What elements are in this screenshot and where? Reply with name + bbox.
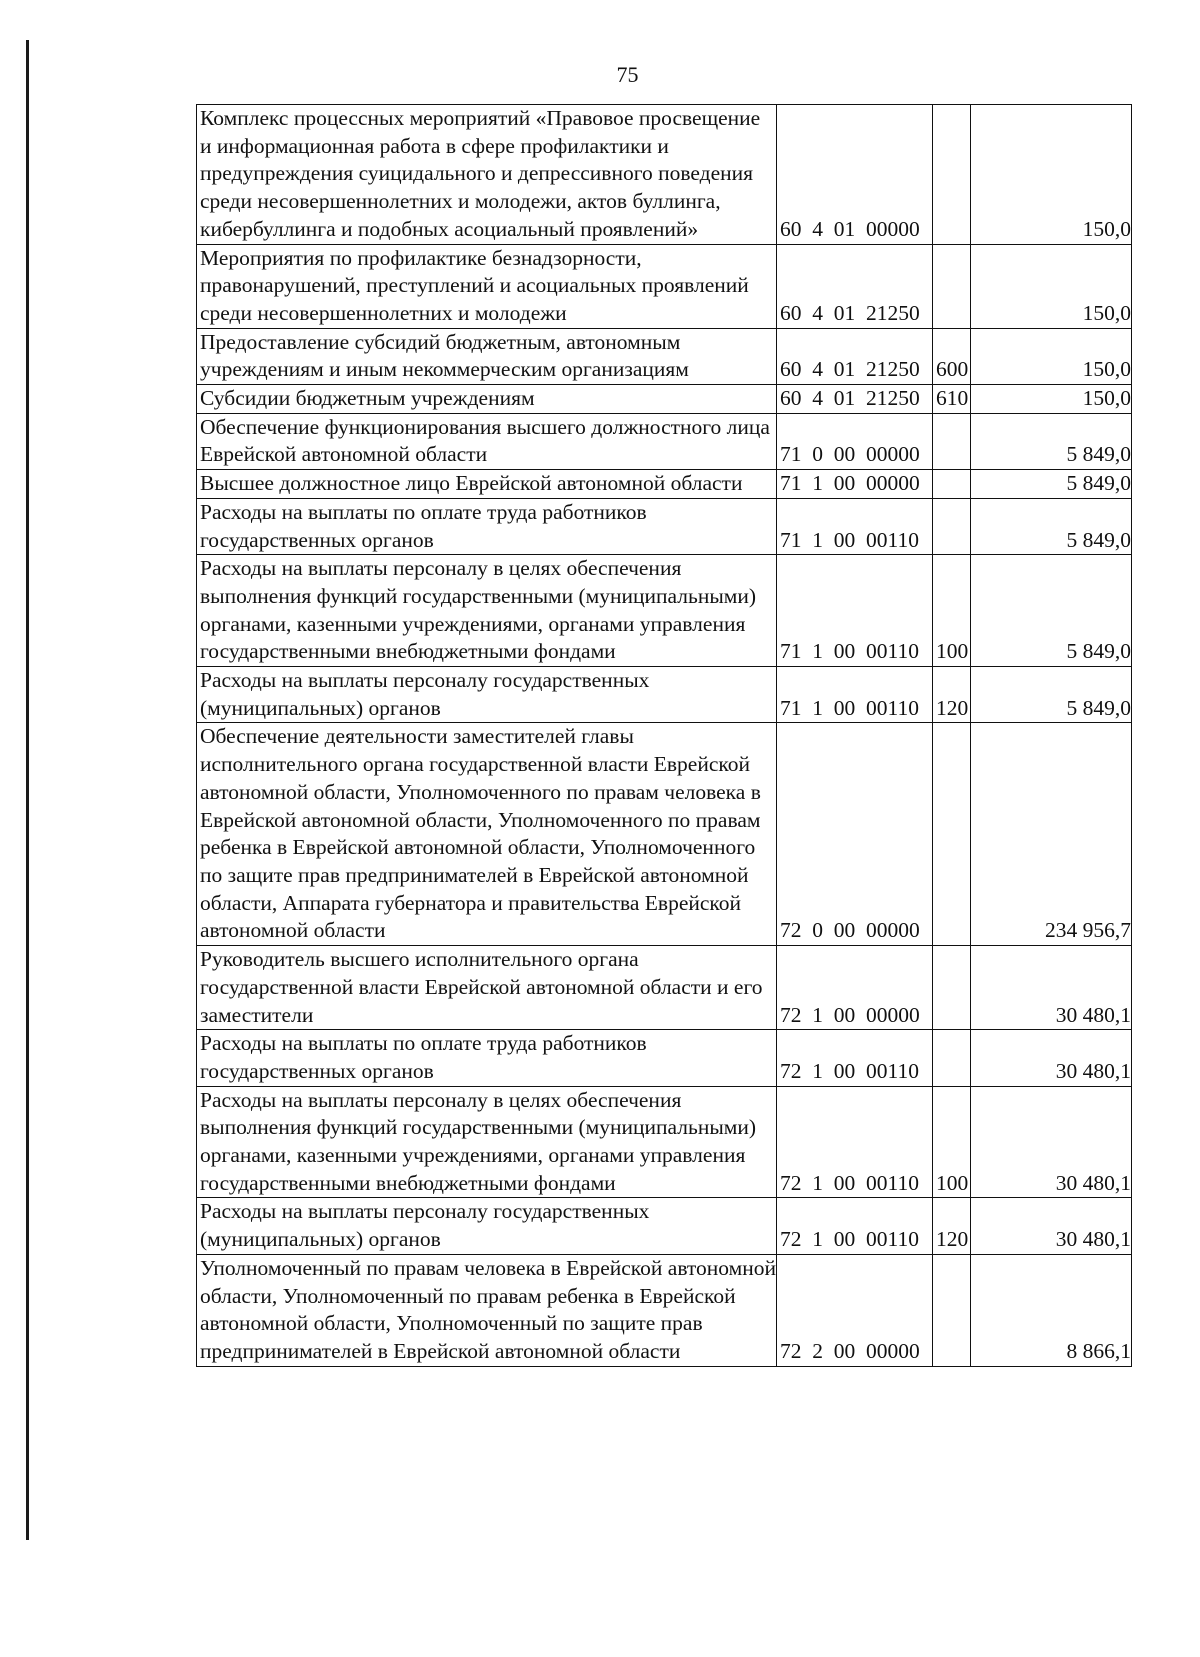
expense-name-cell: Мероприятия по профилактике безнадзорности, правонарушений, преступлений и асоциальных проявлений среди несовершеннолетних и молодежи (197, 244, 777, 328)
expense-type-code-cell: 120 (933, 667, 971, 723)
expense-type-code-cell (933, 105, 971, 245)
expense-type-code-cell: 120 (933, 1198, 971, 1254)
target-article-code-cell: 72 1 00 00000 (777, 946, 933, 1030)
expense-name-cell: Комплекс процессных мероприятий «Правовое просвещение и информационная работа в сфере профилактики и предупреждения суицидального и депрессивного поведения среди несовершеннолетних и молодежи, актов буллинга, кибербуллинга и подобных асоциальный проявлений» (197, 105, 777, 245)
expense-name-cell: Субсидии бюджетным учреждениям (197, 385, 777, 414)
expense-type-code-cell (933, 1254, 971, 1366)
amount-cell: 30 480,1 (971, 1030, 1132, 1086)
expense-name-cell: Расходы на выплаты персоналу государственных (муниципальных) органов (197, 1198, 777, 1254)
target-article-code-cell: 72 1 00 00110 (777, 1030, 933, 1086)
amount-cell: 150,0 (971, 328, 1132, 384)
scan-edge-line (26, 40, 29, 1540)
table-row (197, 946, 1132, 1030)
budget-table-body (197, 105, 1132, 1367)
target-article-code-cell: 60 4 01 21250 (777, 385, 933, 414)
table-row (197, 413, 1132, 469)
expense-type-code-cell: 100 (933, 555, 971, 667)
amount-cell: 30 480,1 (971, 1198, 1132, 1254)
expense-name-cell: Обеспечение деятельности заместителей главы исполнительного органа государственной власти Еврейской автономной области, Уполномоченного по правам человека в Еврейской автономной области, Уполномоченного по правам ребенка в Еврейской автономной области, Уполномоченного по защите прав предпринимателей в Еврейской автономной области, Аппарата губернатора и правительства Еврейской автономной области (197, 723, 777, 946)
target-article-code-cell: 72 2 00 00000 (777, 1254, 933, 1366)
expense-type-code-cell (933, 946, 971, 1030)
expense-type-code-cell: 100 (933, 1086, 971, 1198)
amount-cell: 30 480,1 (971, 946, 1132, 1030)
expense-type-code-cell (933, 1030, 971, 1086)
table-row (197, 105, 1132, 245)
target-article-code-cell: 60 4 01 21250 (777, 244, 933, 328)
table-row (197, 1030, 1132, 1086)
expense-type-code-cell (933, 498, 971, 554)
table-row (197, 498, 1132, 554)
expense-type-code-cell: 610 (933, 385, 971, 414)
target-article-code-cell: 72 1 00 00110 (777, 1198, 933, 1254)
table-row (197, 555, 1132, 667)
table-row (197, 328, 1132, 384)
target-article-code-cell: 71 0 00 00000 (777, 413, 933, 469)
amount-cell: 234 956,7 (971, 723, 1132, 946)
amount-cell: 5 849,0 (971, 470, 1132, 499)
target-article-code-cell: 72 1 00 00110 (777, 1086, 933, 1198)
expense-type-code-cell (933, 244, 971, 328)
expense-name-cell: Руководитель высшего исполнительного органа государственной власти Еврейской автономной области и его заместители (197, 946, 777, 1030)
budget-table (196, 104, 1132, 1367)
table-row (197, 385, 1132, 414)
target-article-code-cell: 71 1 00 00110 (777, 555, 933, 667)
amount-cell: 150,0 (971, 385, 1132, 414)
table-row (197, 470, 1132, 499)
target-article-code-cell: 60 4 01 21250 (777, 328, 933, 384)
table-row (197, 244, 1132, 328)
amount-cell: 30 480,1 (971, 1086, 1132, 1198)
amount-cell: 8 866,1 (971, 1254, 1132, 1366)
table-row (197, 667, 1132, 723)
table-row (197, 1086, 1132, 1198)
page-number: 75 (616, 62, 639, 87)
table-row (197, 723, 1132, 946)
amount-cell: 5 849,0 (971, 413, 1132, 469)
target-article-code-cell: 71 1 00 00110 (777, 667, 933, 723)
expense-name-cell: Расходы на выплаты по оплате труда работников государственных органов (197, 1030, 777, 1086)
expense-name-cell: Расходы на выплаты персоналу в целях обеспечения выполнения функций государственными (муниципальными) органами, казенными учреждениями, органами управления государственными внебюджетными фондами (197, 555, 777, 667)
amount-cell: 150,0 (971, 244, 1132, 328)
target-article-code-cell: 60 4 01 00000 (777, 105, 933, 245)
expense-name-cell: Предоставление субсидий бюджетным, автономным учреждениям и иным некоммерческим организациям (197, 328, 777, 384)
expense-name-cell: Уполномоченный по правам человека в Еврейской автономной области, Уполномоченный по правам ребенка в Еврейской автономной области, Уполномоченный по защите прав предпринимателей в Еврейской автономной области (197, 1254, 777, 1366)
expense-name-cell: Расходы на выплаты персоналу в целях обеспечения выполнения функций государственными (муниципальными) органами, казенными учреждениями, органами управления государственными внебюджетными фондами (197, 1086, 777, 1198)
expense-name-cell: Расходы на выплаты персоналу государственных (муниципальных) органов (197, 667, 777, 723)
expense-name-cell: Высшее должностное лицо Еврейской автономной области (197, 470, 777, 499)
amount-cell: 5 849,0 (971, 498, 1132, 554)
expense-type-code-cell (933, 470, 971, 499)
table-row (197, 1254, 1132, 1366)
expense-name-cell: Обеспечение функционирования высшего должностного лица Еврейской автономной области (197, 413, 777, 469)
amount-cell: 5 849,0 (971, 555, 1132, 667)
expense-type-code-cell (933, 723, 971, 946)
target-article-code-cell: 71 1 00 00000 (777, 470, 933, 499)
expense-type-code-cell (933, 413, 971, 469)
table-row (197, 1198, 1132, 1254)
amount-cell: 5 849,0 (971, 667, 1132, 723)
expense-name-cell: Расходы на выплаты по оплате труда работников государственных органов (197, 498, 777, 554)
expense-type-code-cell: 600 (933, 328, 971, 384)
amount-cell: 150,0 (971, 105, 1132, 245)
target-article-code-cell: 72 0 00 00000 (777, 723, 933, 946)
target-article-code-cell: 71 1 00 00110 (777, 498, 933, 554)
